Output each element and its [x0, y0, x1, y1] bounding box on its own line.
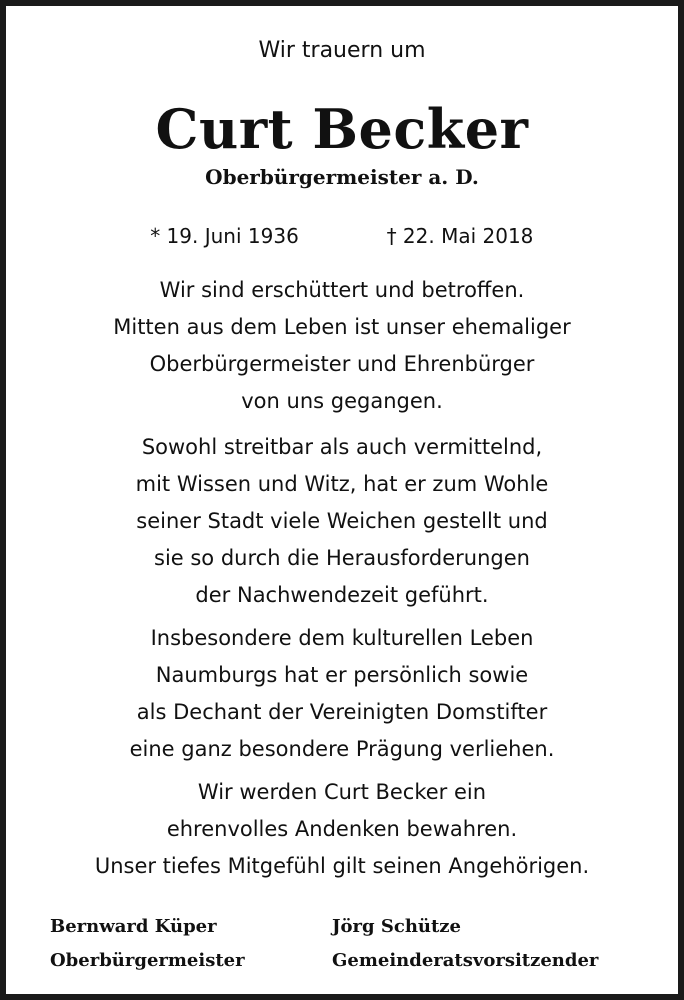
text-line: mit Wissen und Witz, hat er zum Wohle: [135, 472, 549, 496]
signatory-role: Oberbürgermeister: [50, 950, 245, 971]
text-line: Unser tiefes Mitgefühl gilt seinen Angehörigen.: [94, 854, 590, 878]
text-line: sie so durch die Herausforderungen: [154, 546, 530, 570]
life-dates: [6, 216, 678, 256]
signatory-name: Jörg Schütze: [332, 916, 461, 937]
deceased-name: Curt Becker: [155, 97, 529, 161]
text-line: Sowohl streitbar als auch vermittelnd,: [141, 435, 543, 459]
text-line: Insbesondere dem kulturellen Leben: [150, 626, 534, 650]
paragraph-2: [6, 429, 678, 614]
paragraph-1: [6, 272, 678, 420]
signatory-name: Bernward Küper: [50, 916, 217, 937]
text-line: seiner Stadt viele Weichen gestellt und: [136, 509, 548, 533]
paragraph-4: [6, 774, 678, 885]
text-line: Oberbürgermeister und Ehrenbürger: [149, 352, 535, 376]
text-line: als Dechant der Vereinigten Domstifter: [136, 700, 548, 724]
signature-council-chair: [332, 910, 598, 978]
text-line: Wir sind erschüttert und betroffen.: [159, 278, 525, 302]
signatory-role: Gemeinderatsvorsitzender: [332, 950, 599, 971]
paragraph-3: [6, 620, 678, 768]
birth-date: * 19. Juni 1936: [150, 224, 299, 248]
signature-mayor: [50, 910, 245, 978]
intro-text: Wir trauern um: [258, 38, 426, 63]
text-line: Wir werden Curt Becker ein: [197, 780, 487, 804]
text-line: Mitten aus dem Leben ist unser ehemaliger: [113, 315, 571, 339]
text-line: eine ganz besondere Prägung verliehen.: [129, 737, 555, 761]
text-line: ehrenvolles Andenken bewahren.: [166, 817, 518, 841]
text-line: der Nachwendezeit geführt.: [195, 583, 489, 607]
death-date: † 22. Mai 2018: [386, 224, 534, 248]
deceased-title: Oberbürgermeister a. D.: [205, 165, 479, 189]
text-line: Naumburgs hat er persönlich sowie: [155, 663, 529, 687]
text-line: von uns gegangen.: [241, 389, 443, 413]
